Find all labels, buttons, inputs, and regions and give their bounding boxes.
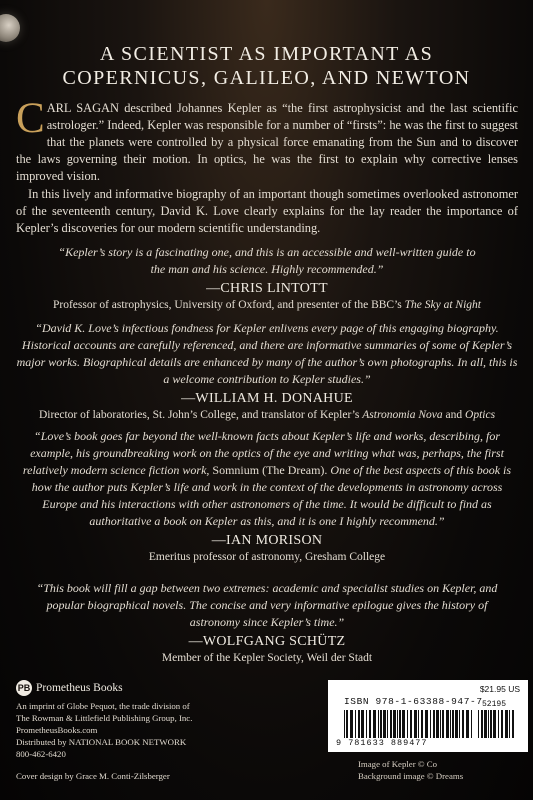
distributor-phone: 800-462-6420 bbox=[16, 749, 66, 759]
addon-barcode bbox=[478, 710, 518, 738]
quote-affiliation: Emeritus professor of astronomy, Gresham College bbox=[148, 551, 386, 563]
headline-line-1: A SCIENTIST AS IMPORTANT AS bbox=[99, 43, 434, 65]
publisher-line: The Rowman & Littlefield Publishing Group, Inc. bbox=[16, 713, 193, 723]
intro-paragraph-1 bbox=[16, 95, 518, 185]
cover-design-credit: Cover design by Grace M. Conti-Zilsberger bbox=[16, 771, 170, 781]
credit-line: Image of Kepler © Co bbox=[358, 759, 437, 769]
quote-schutz bbox=[16, 580, 518, 666]
price-addon-code: 52195 bbox=[482, 700, 507, 709]
quote-author: —CHRIS LINTOTT bbox=[206, 281, 328, 296]
quote-donahue bbox=[16, 320, 518, 423]
distributor-line: Distributed by NATIONAL BOOK NETWORK bbox=[16, 737, 187, 747]
quote-author: —WOLFGANG SCHÜTZ bbox=[188, 634, 346, 649]
publisher-line: An imprint of Globe Pequot, the trade division of bbox=[16, 701, 190, 711]
isbn-text: ISBN 978-1-63388-947-7 bbox=[344, 696, 483, 707]
intro-paragraph-1-text: ARL SAGAN described Johannes Kepler as “the first astrophysicist and the last scientific astrologer.” Indeed, Kepler was responsible for a number of “firsts”: he was the first to suggest that the planets were controlled by a physical force emanating from the Sun and to discover the laws governing their motion. In optics, he was the first to explain why corrective lenses improved vision. bbox=[16, 101, 518, 183]
quote-affiliation: Professor of astrophysics, University of Oxford, and presenter of the BBC’s The Sky at Night bbox=[53, 299, 481, 311]
quote-affiliation: Member of the Kepler Society, Weil der Stadt bbox=[161, 652, 373, 664]
quote-text: “Love’s book goes far beyond the well-known facts about Kepler’s life and works, describing, for example, his groundbreaking work on the optics of the eye and writing what was, perhaps, the first relatively modern science fiction work, Somnium (The Dream). One of the best aspects of this book is how the author puts Kepler’s life and work in the context of the developments in astronomy across Europe and his interactions with other astronomers of the time. It would be difficult to find as authoritative a book on Kepler as this, and it is one I highly recommend.” bbox=[22, 429, 512, 528]
intro-text bbox=[16, 95, 518, 237]
drop-cap: C bbox=[16, 95, 45, 142]
image-credits bbox=[358, 758, 533, 782]
publisher-website: PrometheusBooks.com bbox=[16, 725, 98, 735]
barcode-digits: 9 781633 889477 bbox=[336, 738, 428, 748]
publisher-info bbox=[16, 680, 316, 782]
publisher-logo bbox=[16, 680, 316, 696]
quote-text: “David K. Love’s infectious fondness for Kepler enlivens every page of this engaging biography. Historical accounts are carefully referenced, and there are informative summaries of some of Kepler’s major works. Biographical details are enhanced by many of the author’s own photographs. In all, this is a welcome contribution to Kepler studies.” bbox=[16, 321, 518, 386]
quote-lintott bbox=[16, 244, 518, 313]
barcode-box bbox=[328, 680, 528, 752]
intro-paragraph-2: In this lively and informative biography of an important though sometimes overlooked astronomer of the seventeenth century, David K. Love clearly explains for the lay reader the importance of Kepler’s discoveries for our modern scientific understanding. bbox=[16, 187, 518, 235]
headline-line-2: COPERNICUS, GALILEO, AND NEWTON bbox=[62, 67, 471, 89]
quote-text: “Kepler’s story is a fascinating one, and this is an accessible and well-written guide to the man and his science. Highly recommended.” bbox=[58, 245, 476, 276]
quote-author: —IAN MORISON bbox=[211, 533, 323, 548]
price-label: $21.95 US bbox=[479, 684, 520, 694]
prometheus-logo-icon: PB bbox=[16, 680, 32, 696]
headline bbox=[0, 42, 533, 90]
credit-line: Background image © Dreams bbox=[358, 771, 464, 781]
publisher-name: Prometheus Books bbox=[36, 682, 123, 694]
quote-text: “This book will fill a gap between two extremes: academic and specialist studies on Kepler, and popular biographical novels. The concise and very informative epilogue gives the history of astronomy since Kepler’s time.” bbox=[36, 581, 498, 629]
quote-affiliation: Director of laboratories, St. John’s College, and translator of Kepler’s Astronomia Nova and Optics bbox=[38, 409, 496, 421]
planet-image bbox=[0, 14, 20, 42]
quote-author: —WILLIAM H. DONAHUE bbox=[181, 391, 353, 406]
ean-barcode bbox=[344, 710, 474, 738]
quote-morison bbox=[16, 428, 518, 565]
